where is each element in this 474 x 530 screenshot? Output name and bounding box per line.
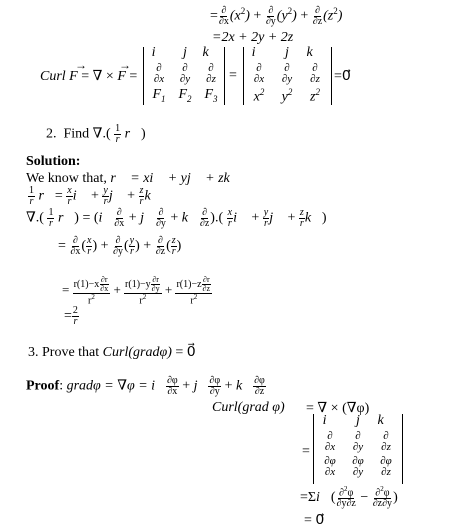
curl-grad-rhs: = ∇ × (∇φ) bbox=[306, 401, 370, 416]
div-result-line1: = $\frac{\partial}{\partial x}$ $(x^2)$ + $\frac{\partial}{\partial y}$ $(y^2)$ + $\frac{\partial}{\partial z}$ $(z^2)$ bbox=[210, 5, 343, 27]
we-know-line: We know that, r⃗ = xi⃗ + yj⃗ + zk⃗ bbox=[26, 171, 241, 186]
final-line: = $\frac{2}{r}$ bbox=[64, 305, 78, 327]
partials-line: = $\frac{\partial}{\partial x}$ ( $\frac{x}{r}$ ) + $\frac{\partial}{\partial y}$ ( $\frac{y}{r}$ ) + $\frac{\partial}{\partial z}$ ( $\frac{z}{r}$ ) bbox=[58, 235, 182, 257]
solution-heading: Solution: bbox=[26, 154, 81, 169]
matrix-bar-right bbox=[402, 414, 403, 484]
grad-definition: Proof: gradφ = ∇φ = i⃗ $\frac{\partial\varphi}{\partial x}$ + j⃗ $\frac{\partial\varphi}{\partial y}$ + k⃗ $\frac{\partial\varphi}{\partial z}$ bbox=[26, 375, 265, 397]
unit-r-line: $\frac{1}{r}$ r⃗= $\frac{x}{r}$ i⃗ + $\frac{y}{r}$ j⃗ + $\frac{z}{r}$ k⃗ bbox=[29, 185, 162, 207]
matrix-bar-left bbox=[243, 47, 244, 105]
curl-lhs: Curl F = ∇ × F = bbox=[40, 69, 138, 84]
zero-line: = 0⃗ bbox=[304, 513, 325, 528]
curl-grad-matrix: i⃗ j k⃗ ∂ ∂x ∂ ∂y ∂ ∂z ∂φ ∂x ∂φ ∂y ∂φ ∂z bbox=[322, 413, 395, 479]
matrix-bar-left bbox=[313, 414, 314, 484]
curl-result: =0⃗ bbox=[334, 69, 351, 84]
question-3: 3. Prove that Curl(gradφ) = 0⃗ bbox=[28, 345, 196, 360]
curl-grad-lhs: Curl(grad φ) bbox=[212, 400, 285, 415]
curl-matrix-generic: i⃗ j k⃗ ∂ ∂x ∂ ∂y ∂ ∂z $F_1$ $F_2$ $F_3$ bbox=[151, 45, 220, 104]
quotient-line: = r(1)−x $\frac{\partial r}{\partial x}$ $r^2$ + r(1)−y $\frac{\partial r}{\partial y}$ $r^2$ + r(1)−z $\frac{\partial r}{\partial z}$ $r^2$ bbox=[62, 275, 211, 307]
vector-arrow-icon: → bbox=[119, 58, 131, 72]
equals-sign: = bbox=[302, 444, 310, 459]
question-2: 2. Find ∇.( $\frac{1}{r}$ r⃗) bbox=[46, 123, 146, 145]
curl-matrix-specific: i⃗ j k⃗ ∂ ∂x ∂ ∂y ∂ ∂z $x^2$ $y^2$ $z^2$ bbox=[251, 45, 324, 105]
matrix-bar-right bbox=[224, 47, 225, 105]
sum-line: =Σi⃗( $\frac{\partial^2\varphi}{\partial y\partial z}$ − $\frac{\partial^2\varphi}{\partial z\partial y}$ ) bbox=[300, 485, 398, 510]
div-result-line2: =2x + 2y + 2z bbox=[212, 30, 294, 45]
equals-sign: = bbox=[229, 68, 237, 83]
nabla-line: ∇.( $\frac{1}{r}$ r⃗) = (i⃗ $\frac{\partial}{\partial x}$ + j⃗ $\frac{\partial}{\partial y}$ + k⃗ $\frac{\partial}{\partial z}$ ).( $\frac{x}{r}$ i⃗ + $\frac{y}{r}$ j⃗ + $\frac{z}{r}$ k⃗) bbox=[26, 207, 327, 229]
matrix-bar-left bbox=[143, 47, 144, 105]
matrix-bar-right bbox=[331, 47, 332, 105]
vector-arrow-icon: → bbox=[75, 58, 87, 72]
